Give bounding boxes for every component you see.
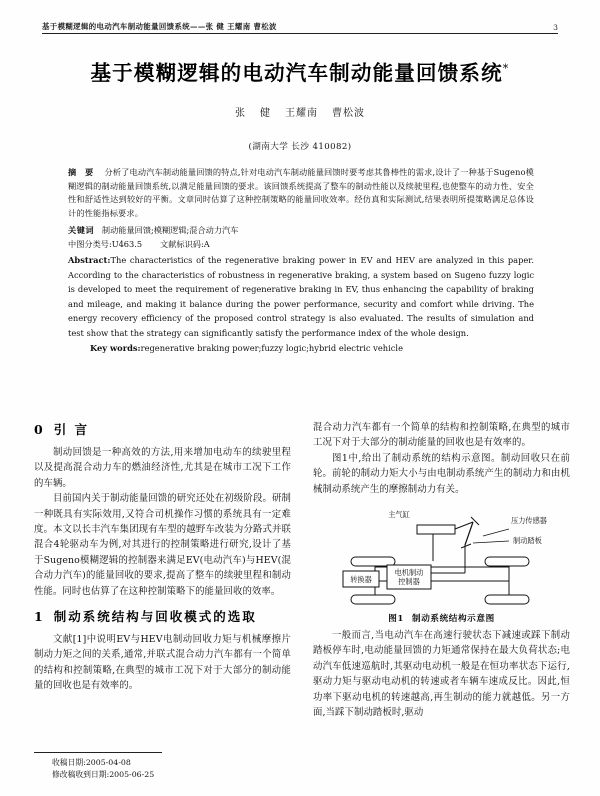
- footnote-revised-date: 2005-06-25: [109, 769, 155, 779]
- label-motor-brake-controller-line2: 控制器: [398, 577, 420, 587]
- author-2: 王耀南: [285, 108, 318, 119]
- footnote-block: [34, 752, 291, 780]
- author-3: 曹松波: [332, 108, 365, 119]
- doccode-label: 文献标识码:: [160, 239, 204, 250]
- wheel-front-right: [351, 595, 395, 604]
- running-header-title: 基于模糊逻辑的电动汽车制动能量回馈系统——张 健 王耀南 曹松波: [42, 22, 277, 31]
- figure-1-diagram: [313, 503, 570, 611]
- label-motor-brake-controller-line1: 电机制动: [394, 568, 424, 578]
- section-1-paragraph-2: 图1中,给出了制动系统的结构示意图。制动回收只在前轮。前轮的制动力矩大小与由电制动系统产生的制动力和由机械制动系统产生的摩擦制动力有关。: [313, 452, 570, 495]
- footnote-received: [34, 757, 291, 768]
- chinese-abstract-label: 摘 要: [68, 167, 97, 177]
- master-cylinder-body: [417, 525, 455, 534]
- author-1-surname: 张: [235, 108, 246, 119]
- figure-1: [313, 503, 570, 624]
- footnote-rule: [34, 752, 162, 753]
- section-0-paragraph-1: 制动回馈是一种高效的方法,用来增加电动车的续驶里程以及提高混合动力车的燃油经济性,尤其是在城市工况下工作的车辆。: [34, 447, 291, 489]
- section-0-number: 0: [34, 422, 45, 437]
- section-1-number: 1: [34, 609, 45, 625]
- label-pressure-sensor: 压力传感器: [511, 516, 547, 526]
- english-abstract-label: Abstract:: [68, 255, 111, 266]
- section-0-paragraph-2: 目前国内关于制动能量回馈的研究还处在初级阶段。研制一种既具有实际效用,又符合司机操作习惯的系统具有一定难度。本文以长丰汽车集团现有车型的越野车改装为分路式并联混合4轮驱动车为例,对其进行的控制策略进行研究,设计了基于Sugeno模糊逻辑的控制器来满足EV(电动汽车)与HEV(混合动力汽车)的能量回收的要求,提高了整车的续驶里程和制动性能。同时也估算了在这种控制策略下的能量回收的效率。: [34, 493, 291, 597]
- english-keywords-label: Key words:: [90, 343, 141, 354]
- clc-value: U463.5: [111, 239, 143, 250]
- chinese-keywords-label: 关键词: [68, 225, 95, 236]
- label-master-cylinder: 主气缸: [388, 510, 410, 520]
- page-title-text: 基于模糊逻辑的电动汽车制动能量回馈系统: [90, 61, 503, 85]
- footnote-revised: [34, 769, 291, 780]
- section-1-paragraph-1-continued: 混合动力汽车都有一个简单的结构和控制策略,在典型的城市工况下对于大部分的制动能量的回收也是有效率的。: [313, 422, 570, 449]
- page-title: [0, 56, 600, 86]
- figure-1-caption-label: 图1: [388, 614, 405, 625]
- footnote-received-date: 2005-04-08: [85, 758, 131, 768]
- english-abstract: [68, 253, 534, 340]
- title-footnote-marker: *: [502, 62, 510, 76]
- author-1-given: 健: [260, 108, 271, 119]
- page-number: 3: [553, 23, 558, 32]
- clc-line: [68, 237, 534, 251]
- header-rule: [42, 33, 558, 34]
- wheel-rear-right: [485, 595, 529, 604]
- footnote-revised-label: 修改稿收到日期:: [52, 769, 110, 779]
- chinese-abstract-body: 分析了电动汽车制动能量回馈的特点,针对电动汽车制动能量回馈时要考虑其鲁棒性的需求,设计了一种基于Sugeno模糊逻辑的制动能量回馈系统,以满足能量回馈的要求。该回馈系统提高了整车的制动性能以及续驶里程,也使整车的动力性、安全性和舒适性达到较好的平衡。文章同时估算了这种控制策略的能量回收效率。经仿真和实际测试,结果表明所提策略满足总体设计的性能指标要求。: [68, 167, 534, 218]
- chinese-abstract: [68, 166, 534, 220]
- chinese-keywords-value: 制动能量回馈;模糊逻辑;混合动力汽车: [101, 225, 239, 236]
- doccode-value: A: [203, 239, 210, 250]
- section-0-heading: [34, 420, 291, 438]
- section-1-title: 制动系统结构与回收模式的选取: [53, 609, 257, 625]
- running-header: [42, 16, 558, 32]
- affiliation: (湖南大学 长沙 410082): [248, 142, 352, 152]
- clc-label: 中图分类号:: [68, 239, 112, 250]
- figure-1-caption-text: 制动系统结构示意图: [412, 614, 495, 625]
- column-right: [313, 420, 570, 780]
- english-keywords-value: regenerative braking power;fuzzy logic;hybrid electric vehicle: [140, 343, 403, 354]
- section-1-heading: [34, 607, 291, 625]
- english-keywords: [68, 341, 534, 356]
- figure-1-caption: [313, 612, 570, 624]
- label-brake-pedal: 制动踏板: [513, 536, 542, 546]
- body-columns: [34, 420, 570, 780]
- section-1-paragraph-3: 一般而言,当电动汽车在高速行驶状态下减速或踩下制动踏板停车时,电动能量回馈的力矩通常保持在最大负荷状态;电动汽车低速巡航时,其驱动电动机一般是在恒功率状态下运行,驱动力矩与驱动电动机的转速或者车辆车速成反比。因此,恒功率下驱动电机的转速越高,再生制动的能力就越低。另一方面,当踩下制动踏板时,驱动: [313, 630, 570, 719]
- section-0-title: 引 言: [53, 422, 90, 437]
- chinese-keywords: [68, 223, 534, 237]
- english-abstract-body: The characteristics of the regenerative braking power in EV and HEV are analyzed in this paper. According to the characteristics of robustness in regenerative braking, a system based on Sugeno fuzzy logic is developed to meet the requirement of regenerative braking in EV, thus enhancing the capability of braking and mileage, and making it balance during the power performance, security and comfort while driving. The energy recovery efficiency of the proposed control strategy is also evaluated. The results of simulation and test show that the strategy can significantly satisfy the performance index of the whole design.: [68, 255, 534, 338]
- label-converter: 转换器: [350, 575, 372, 585]
- section-1-paragraph-1: 文献[1]中说明EV与HEV电制动回收力矩与机械摩擦片制动力矩之间的关系,通常,并联式混合动力汽车都有一个简单的结构和控制策略,在典型的城市工况下对于大部分的制动能量的回收也是有效率的。: [34, 634, 291, 692]
- footnote-received-label: 收稿日期:: [52, 758, 86, 768]
- author-line: [0, 104, 600, 119]
- wheel-rear-left: [485, 557, 529, 566]
- abstract-block: [68, 166, 534, 356]
- column-left: [34, 420, 291, 780]
